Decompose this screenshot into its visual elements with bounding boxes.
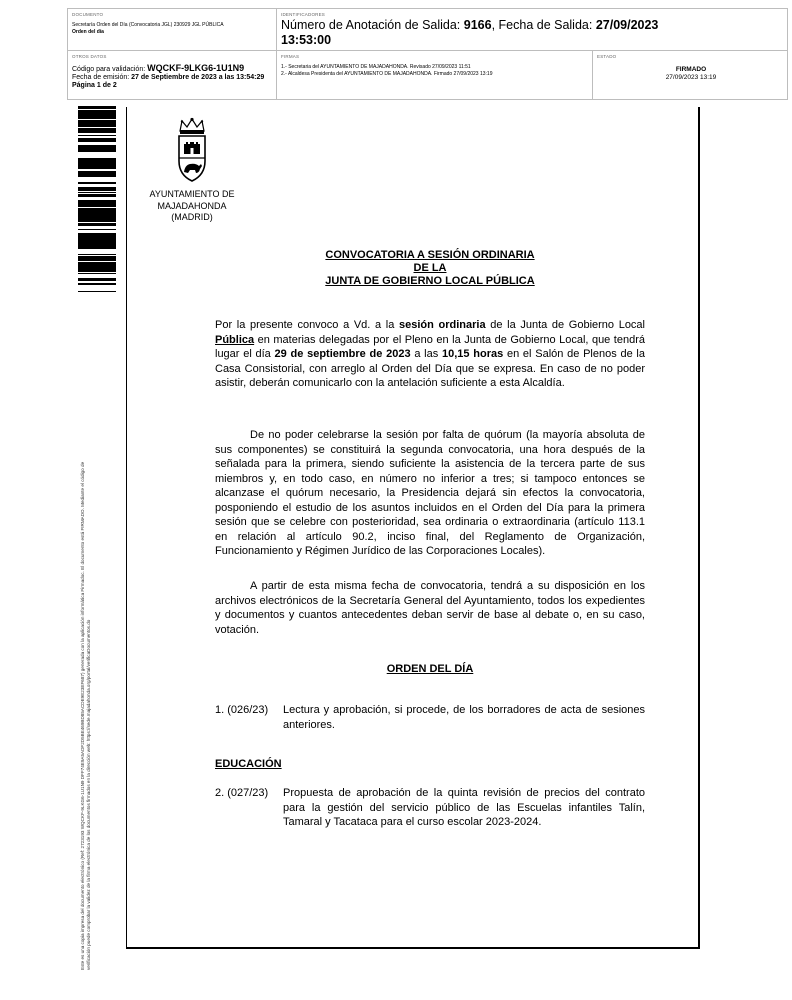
estado-label: ESTADO	[597, 54, 617, 59]
document-header	[67, 8, 788, 100]
fecha-emision: Fecha de emisión: 27 de Septiembre de 2023 a las 13:54:29	[72, 74, 265, 81]
agenda-item-text: Lectura y aprobación, si procede, de los borradores de acta de sesiones anteriores.	[283, 704, 645, 731]
quorum-paragraph: De no poder celebrarse la sesión por falta de quórum (la mayoría absoluta de sus componentes) se constituirá la segunda convocatoria, una hora después de la señalada para la primera, siendo suficiente la asistencia de la tercera parte de sus miembros y, en todo caso, en número no inferior a tres; si tampoco entonces se alcanzase el quórum necesario, la Presidencia dejará sin efectos la convocatoria, posponiendo el estudio de los asuntos incluidos en el Orden del Día para la primera sesión que se celebre con posterioridad, sea ordinaria o extraordinaria (artículo 113.1 en relación al artículo 90.2, inciso final, del Reglamento de Organización, Funcionamiento y Régimen Jurídico de las Corporaciones Locales).	[215, 429, 645, 557]
firmas-label: FIRMAS	[281, 54, 300, 59]
firmas-cell	[276, 50, 593, 100]
coat-of-arms-icon	[172, 117, 212, 187]
anotacion-salida: Número de Anotación de Salida: 9166, Fecha de Salida: 27/09/2023 13:53:00	[281, 18, 659, 47]
estado-value: FIRMADO	[675, 66, 707, 73]
agenda-item-number: 2. (027/23)	[215, 787, 269, 799]
agenda-item-text: Propuesta de aprobación de la quinta revisión de precios del contrato para la gestión del servicio público de las Escuelas infantiles Talín, Tamaral y Tacataca para el curso escolar 2023-2024.	[283, 787, 645, 828]
documento-label: DOCUMENTO	[72, 12, 104, 17]
documento-cell	[67, 8, 277, 51]
ayuntamiento-name: AYUNTAMIENTO DE MAJADAHONDA (MADRID)	[149, 189, 235, 222]
documento-line1: Secretaría Orden del Día (Convocatoria JGL) 230929 JGL PÚBLICA	[72, 22, 224, 28]
section-educacion-heading: EDUCACIÓN	[215, 758, 282, 770]
orden-del-dia-heading: ORDEN DEL DÍA	[386, 663, 474, 675]
agenda-item-number: 1. (026/23)	[215, 704, 269, 716]
side-verification-note: Este es una copia impresa del documento electrónico (Ref: 2723193 WQCKF-9LKG6-1U1N9 DFF74E9A5ADF2D5BE469BD85ACDE9E23EF687) generada con la aplicación informática Firmadoc. El documento está FIRMADO. Mediante el código de verificación puede comprobar la validez de la firma electrónica de los documentos firmados en la dirección web: https://sede.majadahonda.org/portal/verificaDocumentos.do	[80, 461, 91, 970]
codigo-validacion: Código para validación: WQCKF-9LKG6-1U1N9	[72, 63, 245, 73]
otros-datos-label: OTROS DATOS	[72, 54, 107, 59]
document-title: CONVOCATORIA A SESIÓN ORDINARIA DE LA JUNTA DE GOBIERNO LOCAL PÚBLICA	[325, 249, 535, 287]
documento-line2: Orden del día	[72, 28, 104, 35]
archivos-paragraph: A partir de esta misma fecha de convocatoria, tendrá a su disposición en los archivos electrónicos de la Secretaría General del Ayuntamiento, todos los expedientes y documentos y cuantos antecedentes deban servir de base al debate o, en su caso, votación.	[215, 580, 645, 636]
estado-cell	[592, 50, 788, 100]
firma-1: 1.- Secretaria del AYUNTAMIENTO DE MAJADAHONDA. Revisado 27/09/2023 11:51	[281, 64, 471, 70]
estado-fecha: 27/09/2023 13:19	[665, 74, 717, 81]
firma-2: 2.- Alcaldesa Presidenta del AYUNTAMIENTO DE MAJADAHONDA. Firmado 27/09/2023 13:19	[281, 71, 493, 77]
pagina-label: Página 1 de 2	[72, 82, 117, 89]
identificadores-label: IDENTIFICADORES	[281, 12, 326, 17]
otros-datos-cell	[67, 50, 277, 100]
identificadores-cell	[276, 8, 788, 51]
barcode-icon	[78, 106, 116, 292]
convocatoria-paragraph: Por la presente convoco a Vd. a la sesión ordinaria de la Junta de Gobierno Local Pública en materias delegadas por el Pleno en la Junta de Gobierno Local, que tendrá lugar el día 29 de septiembre de 2023 a las 10,15 horas en el Salón de Plenos de la Casa Consistorial, con arreglo al Orden del Día que se expresa. En caso de no poder asistir, deberán comunicarlo con la antelación suficiente a esta Alcaldía.	[215, 319, 645, 389]
